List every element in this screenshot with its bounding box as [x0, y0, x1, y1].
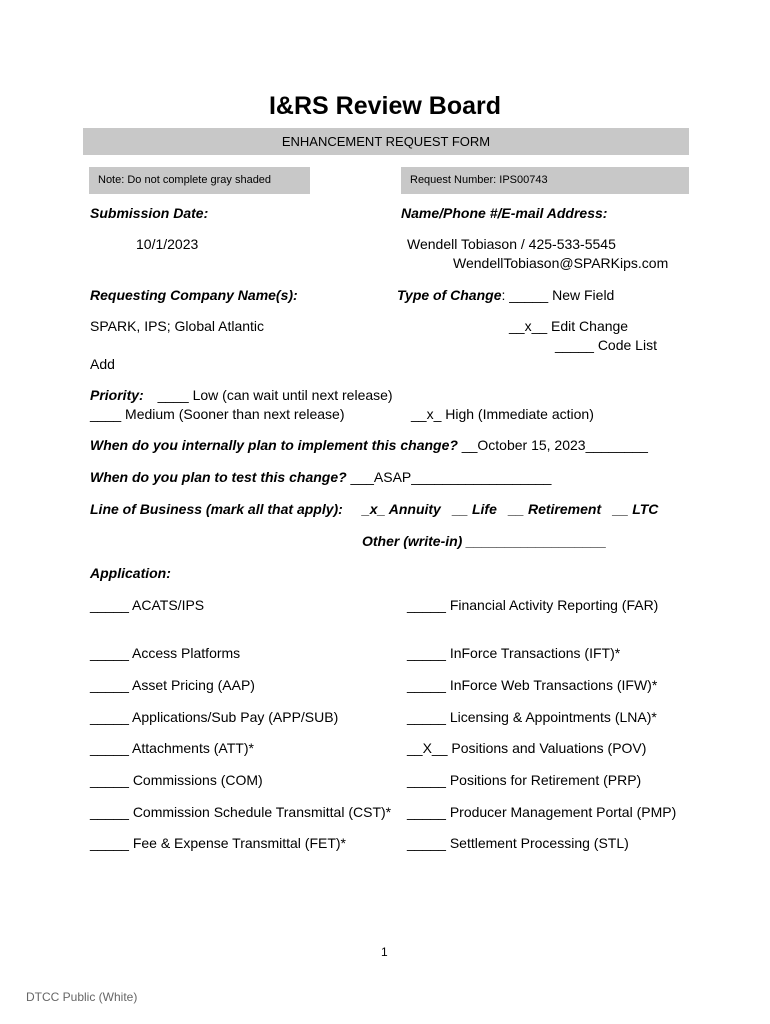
list-item: _____ Access Platforms [90, 645, 241, 661]
page-title: I&RS Review Board [268, 92, 501, 120]
lob-label: Line of Business (mark all that apply): [90, 501, 343, 517]
list-item: _____ Financial Activity Reporting (FAR) [407, 597, 659, 613]
lob-options: _x_ Annuity __ Life __ Retirement __ LTC [362, 501, 659, 517]
list-item: _____ Asset Pricing (AAP) [90, 677, 255, 693]
list-item: _____ Positions for Retirement (PRP) [407, 772, 642, 788]
type-of-change [397, 287, 614, 303]
type-of-change-label: Type of Change [397, 287, 502, 303]
contact-email: WendellTobiason@SPARKips.com [453, 255, 669, 271]
test-label: When do you plan to test this change? [90, 469, 347, 485]
contact-name-phone: Wendell Tobiason / 425-533-5545 [407, 236, 616, 252]
request-number: Request Number: IPS00743 [401, 167, 689, 194]
test-value: ___ASAP__________________ [346, 469, 552, 485]
form-subtitle-band: ENHANCEMENT REQUEST FORM [83, 128, 689, 155]
page-number: 1 [381, 945, 388, 959]
priority-low: ____ Low (can wait until next release) [157, 387, 393, 403]
list-item: _____ Fee & Expense Transmittal (FET)* [90, 835, 346, 851]
lob-other: Other (write-in) __________________ [362, 533, 607, 549]
priority-row [90, 387, 393, 403]
list-item: _____ Attachments (ATT)* [90, 740, 254, 756]
submission-date-value: 10/1/2023 [136, 236, 199, 252]
list-item: __X__ Positions and Valuations (POV) [407, 740, 647, 756]
contact-label: Name/Phone #/E-mail Address: [401, 205, 608, 221]
submission-date-label: Submission Date: [90, 205, 209, 221]
list-item: _____ ACATS/IPS [90, 597, 205, 613]
implement-row [90, 437, 648, 453]
company-value: SPARK, IPS; Global Atlantic [90, 318, 265, 334]
classification-footer: DTCC Public (White) [26, 990, 138, 1004]
gray-note: Note: Do not complete gray shaded [89, 167, 310, 194]
list-item: _____ Commission Schedule Transmittal (CST)* [90, 804, 392, 820]
implement-value: __October 15, 2023________ [457, 437, 648, 453]
list-item: _____ Licensing & Appointments (LNA)* [407, 709, 657, 725]
type-code-list: _____ Code List [555, 337, 657, 353]
list-item: _____ Applications/Sub Pay (APP/SUB) [90, 709, 339, 725]
type-new-field: : _____ New Field [501, 287, 615, 303]
priority-high: __x_ High (Immediate action) [411, 406, 594, 422]
list-item: _____ Commissions (COM) [90, 772, 263, 788]
application-label: Application: [90, 565, 171, 581]
type-add: Add [90, 356, 115, 372]
test-row [90, 469, 551, 485]
type-edit-change: __x__ Edit Change [509, 318, 629, 334]
list-item: _____ InForce Transactions (IFT)* [407, 645, 621, 661]
priority-medium: ____ Medium (Sooner than next release) [90, 406, 345, 422]
list-item: _____ InForce Web Transactions (IFW)* [407, 677, 658, 693]
implement-label: When do you internally plan to implement this change? [90, 437, 458, 453]
list-item: _____ Settlement Processing (STL) [407, 835, 629, 851]
list-item: _____ Producer Management Portal (PMP) [407, 804, 677, 820]
priority-label: Priority: [90, 387, 144, 403]
company-label: Requesting Company Name(s): [90, 287, 298, 303]
